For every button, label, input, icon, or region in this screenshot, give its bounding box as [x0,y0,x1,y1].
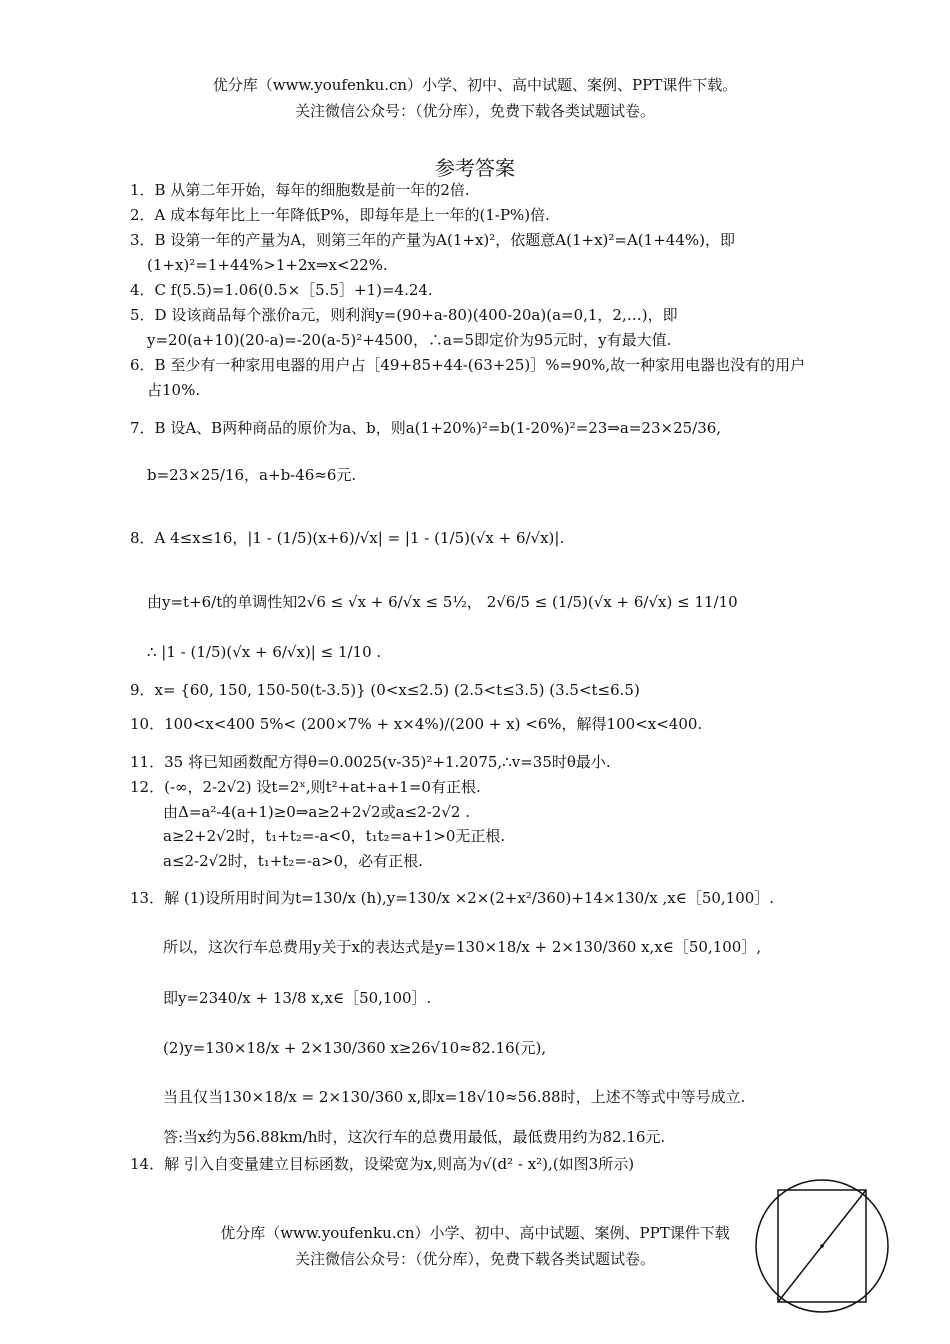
answer-10: 10．100<x<400 5%< (200×7% + x×4%)/(200 + x) <6%，解得100<x<400. [130,715,703,733]
answer-3-line-1: 3．B 设第一年的产量为A，则第三年的产量为A(1+x)²，依题意A(1+x)²=A(1+44%)，即 [130,231,735,249]
answer-12-line-3: a≥2+2√2时，t₁+t₂=-a<0，t₁t₂=a+1>0无正根. [163,827,506,845]
answer-7-line-2: b=23×25/16，a+b-46≈6元. [147,466,357,484]
answer-13-line-2: 所以，这次行车总费用y关于x的表达式是y=130×18/x + 2×130/360 x,x∈［50,100］, [163,938,762,956]
answer-9: 9．x= {60, 150, 150-50(t-3.5)} (0<x≤2.5) (2.5<t≤3.5) (3.5<t≤6.5) [130,681,640,699]
answer-13-line-1: 13．解 (1)设所用时间为t=130/x (h),y=130/x ×2×(2+x²/360)+14×130/x ,x∈［50,100］. [130,889,775,907]
answer-1: 1．B 从第二年开始，每年的细胞数是前一年的2倍. [130,181,470,199]
answer-13-line-4: (2)y=130×18/x + 2×130/360 x≥26√10≈82.16(元), [163,1039,547,1057]
answer-6-line-2: 占10%. [147,381,201,399]
answer-14: 14．解 引入自变量建立目标函数，设梁宽为x,则高为√(d² - x²),(如图3所示) [130,1155,635,1173]
footer-line-1: 优分库（www.youfenku.cn）小学、初中、高中试题、案例、PPT课件下载 [220,1224,730,1242]
answer-8-line-3: ∴ |1 - (1/5)(√x + 6/√x)| ≤ 1/10 . [147,643,382,661]
answer-2: 2．A 成本每年比上一年降低P%，即每年是上一年的(1-P%)倍. [130,206,550,224]
answer-11: 11．35 将已知函数配方得θ=0.0025(v-35)²+1.2075,∴v=35时θ最小. [130,753,611,771]
answer-8-line-1: 8．A 4≤x≤16，|1 - (1/5)(x+6)/√x| = |1 - (1/5)(√x + 6/√x)|. [130,529,565,547]
answer-7-line-1: 7．B 设A、B两种商品的原价为a、b，则a(1+20%)²=b(1-20%)²=23⇒a=23×25/36, [130,419,722,437]
answer-5-line-2: y=20(a+10)(20-a)=-20(a-5)²+4500，∴a=5即定价为95元时，y有最大值. [147,331,672,349]
answer-13-line-6: 答:当x约为56.88km/h时，这次行车的总费用最低，最低费用约为82.16元. [163,1128,666,1146]
answer-4: 4．C f(5.5)=1.06(0.5×［5.5］+1)=4.24. [130,281,433,299]
page-title: 参考答案 [435,156,515,180]
answer-12-line-1: 12．(-∞，2-2√2) 设t=2ˣ,则t²+at+a+1=0有正根. [130,778,481,796]
answer-12-line-2: 由Δ=a²-4(a+1)≥0⇒a≥2+2√2或a≤2-2√2 . [163,803,470,821]
answer-13-line-5: 当且仅当130×18/x = 2×130/360 x,即x=18√10≈56.88时，上述不等式中等号成立. [163,1088,746,1106]
answer-6-line-1: 6．B 至少有一种家用电器的用户占［49+85+44-(63+25)］%=90%,故一种家用电器也没有的用户 [130,356,806,374]
footer-line-2: 关注微信公众号：（优分库），免费下载各类试题试卷。 [294,1250,655,1268]
header-line-2: 关注微信公众号：（优分库），免费下载各类试题试卷。 [294,102,655,120]
answer-3-line-2: (1+x)²=1+44%>1+2x⇒x<22%. [147,256,388,274]
answer-13-line-3: 即y=2340/x + 13/8 x,x∈［50,100］. [163,989,432,1007]
header-line-1: 优分库（www.youfenku.cn）小学、初中、高中试题、案例、PPT课件下载。 [212,76,738,94]
circle-beam-figure [752,1176,892,1316]
answer-5-line-1: 5．D 设该商品每个涨价a元，则利润y=(90+a-80)(400-20a)(a=0,1，2,…)，即 [130,306,678,324]
answer-8-line-2: 由y=t+6/t的单调性知2√6 ≤ √x + 6/√x ≤ 5½， 2√6/5 ≤ (1/5)(√x + 6/√x) ≤ 11/10 [147,593,738,611]
answer-12-line-4: a≤2-2√2时，t₁+t₂=-a>0，必有正根. [163,852,423,870]
